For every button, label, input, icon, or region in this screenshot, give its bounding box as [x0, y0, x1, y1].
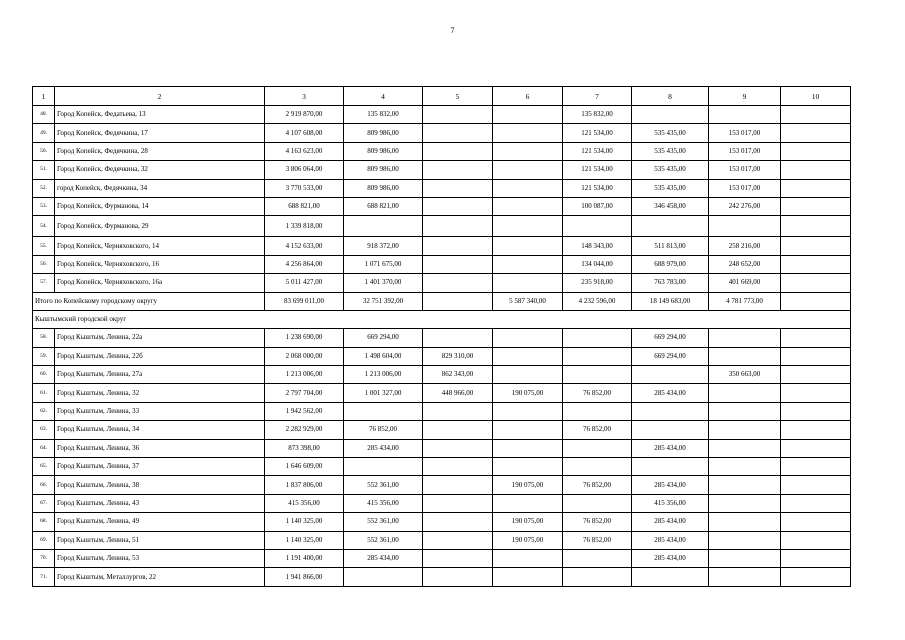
- value-cell: [423, 179, 493, 197]
- value-cell: [493, 458, 563, 476]
- value-cell: 285 434,00: [632, 549, 709, 567]
- address-cell: Город Кыштым, Ленина, 49: [55, 513, 265, 531]
- row-number: 71.: [33, 568, 55, 586]
- value-cell: [493, 237, 563, 255]
- value-cell: 688 979,00: [632, 255, 709, 273]
- value-cell: [423, 421, 493, 439]
- value-cell: 190 075,00: [493, 384, 563, 402]
- row-number: 52.: [33, 179, 55, 197]
- data-table: [32, 86, 851, 587]
- value-cell: [709, 106, 781, 124]
- value-cell: 121 534,00: [563, 124, 632, 142]
- value-cell: [493, 329, 563, 347]
- table-row: [33, 255, 851, 273]
- header-cell: 5: [423, 87, 493, 106]
- value-cell: 135 832,00: [563, 106, 632, 124]
- total-value-cell: [781, 292, 851, 310]
- value-cell: [632, 421, 709, 439]
- value-cell: [709, 513, 781, 531]
- value-cell: [423, 237, 493, 255]
- value-cell: [493, 274, 563, 292]
- value-cell: 552 361,00: [344, 531, 423, 549]
- value-cell: [781, 366, 851, 384]
- address-cell: Город Кыштым, Ленина, 22а: [55, 329, 265, 347]
- address-cell: Город Копейск, Федячкина, 28: [55, 142, 265, 160]
- table-row: [33, 366, 851, 384]
- value-cell: [423, 142, 493, 160]
- address-cell: Город Кыштым, Ленина, 53: [55, 549, 265, 567]
- table-row: [33, 439, 851, 457]
- table-body: [33, 87, 851, 587]
- value-cell: 190 075,00: [493, 513, 563, 531]
- value-cell: [423, 106, 493, 124]
- address-cell: Город Кыштым, Ленина, 34: [55, 421, 265, 439]
- table-row: [33, 329, 851, 347]
- value-cell: [493, 197, 563, 215]
- total-value-cell: 4 781 773,00: [709, 292, 781, 310]
- value-cell: [423, 402, 493, 420]
- value-cell: 1 071 675,00: [344, 255, 423, 273]
- row-number: 49.: [33, 124, 55, 142]
- value-cell: [781, 568, 851, 586]
- value-cell: [563, 216, 632, 237]
- value-cell: [709, 384, 781, 402]
- value-cell: 285 434,00: [632, 384, 709, 402]
- table-row: [33, 458, 851, 476]
- row-number: 53.: [33, 197, 55, 215]
- value-cell: [493, 106, 563, 124]
- value-cell: 1 213 006,00: [265, 366, 344, 384]
- value-cell: [709, 347, 781, 365]
- header-cell: 3: [265, 87, 344, 106]
- value-cell: [781, 347, 851, 365]
- value-cell: [632, 458, 709, 476]
- value-cell: 153 017,00: [709, 142, 781, 160]
- value-cell: [493, 161, 563, 179]
- value-cell: [423, 216, 493, 237]
- value-cell: [423, 513, 493, 531]
- value-cell: [423, 568, 493, 586]
- value-cell: [493, 255, 563, 273]
- value-cell: [493, 347, 563, 365]
- value-cell: 242 276,00: [709, 197, 781, 215]
- value-cell: [563, 458, 632, 476]
- address-cell: Город Копейск, Фурманова, 29: [55, 216, 265, 237]
- value-cell: 669 294,00: [344, 329, 423, 347]
- value-cell: 76 852,00: [344, 421, 423, 439]
- value-cell: [344, 568, 423, 586]
- value-cell: [423, 124, 493, 142]
- value-cell: [781, 421, 851, 439]
- value-cell: [493, 124, 563, 142]
- value-cell: 688 821,00: [265, 197, 344, 215]
- value-cell: [781, 384, 851, 402]
- table-row: [33, 402, 851, 420]
- value-cell: 809 986,00: [344, 161, 423, 179]
- value-cell: [781, 106, 851, 124]
- row-number: 48.: [33, 106, 55, 124]
- value-cell: [709, 421, 781, 439]
- value-cell: 235 918,00: [563, 274, 632, 292]
- value-cell: [709, 329, 781, 347]
- value-cell: [493, 494, 563, 512]
- value-cell: [709, 402, 781, 420]
- value-cell: [563, 568, 632, 586]
- value-cell: [423, 439, 493, 457]
- value-cell: [493, 142, 563, 160]
- value-cell: [563, 439, 632, 457]
- value-cell: 76 852,00: [563, 421, 632, 439]
- value-cell: 552 361,00: [344, 513, 423, 531]
- row-number: 59.: [33, 347, 55, 365]
- value-cell: 346 458,00: [632, 197, 709, 215]
- value-cell: 415 356,00: [344, 494, 423, 512]
- address-cell: город Копейск, Федячкина, 34: [55, 179, 265, 197]
- value-cell: 1 140 325,00: [265, 531, 344, 549]
- value-cell: 3 770 533,00: [265, 179, 344, 197]
- value-cell: [709, 568, 781, 586]
- value-cell: 285 434,00: [344, 439, 423, 457]
- header-cell: 8: [632, 87, 709, 106]
- value-cell: 1 646 609,00: [265, 458, 344, 476]
- value-cell: 1 191 400,00: [265, 549, 344, 567]
- value-cell: 100 087,00: [563, 197, 632, 215]
- total-value-cell: 4 232 596,00: [563, 292, 632, 310]
- value-cell: [781, 402, 851, 420]
- value-cell: [344, 458, 423, 476]
- row-number: 64.: [33, 439, 55, 457]
- row-number: 63.: [33, 421, 55, 439]
- address-cell: Город Кыштым, Ленина, 37: [55, 458, 265, 476]
- row-number: 69.: [33, 531, 55, 549]
- value-cell: 190 075,00: [493, 531, 563, 549]
- value-cell: [632, 402, 709, 420]
- value-cell: 448 966,00: [423, 384, 493, 402]
- value-cell: [493, 549, 563, 567]
- value-cell: 1 941 866,00: [265, 568, 344, 586]
- table-row: [33, 237, 851, 255]
- address-cell: Город Копейск, Федячкина, 32: [55, 161, 265, 179]
- value-cell: 535 435,00: [632, 124, 709, 142]
- value-cell: [709, 439, 781, 457]
- value-cell: [423, 197, 493, 215]
- value-cell: [781, 179, 851, 197]
- header-cell: 7: [563, 87, 632, 106]
- value-cell: [423, 329, 493, 347]
- value-cell: [781, 161, 851, 179]
- header-cell: 2: [55, 87, 265, 106]
- value-cell: [493, 568, 563, 586]
- value-cell: 1 339 818,00: [265, 216, 344, 237]
- value-cell: [781, 458, 851, 476]
- value-cell: 535 435,00: [632, 179, 709, 197]
- table-row: [33, 494, 851, 512]
- value-cell: 552 361,00: [344, 476, 423, 494]
- address-cell: Город Кыштым, Металлургов, 22: [55, 568, 265, 586]
- value-cell: 809 986,00: [344, 124, 423, 142]
- address-cell: Город Кыштым, Ленина, 33: [55, 402, 265, 420]
- total-value-cell: 5 587 340,00: [493, 292, 563, 310]
- value-cell: 76 852,00: [563, 513, 632, 531]
- row-number: 70.: [33, 549, 55, 567]
- value-cell: [563, 402, 632, 420]
- value-cell: 1 213 006,00: [344, 366, 423, 384]
- value-cell: 285 434,00: [632, 439, 709, 457]
- value-cell: 535 435,00: [632, 142, 709, 160]
- table-row: [33, 568, 851, 586]
- value-cell: [781, 255, 851, 273]
- page-number: 7: [450, 26, 455, 35]
- value-cell: 135 832,00: [344, 106, 423, 124]
- value-cell: 4 152 633,00: [265, 237, 344, 255]
- value-cell: [781, 439, 851, 457]
- value-cell: 2 068 000,00: [265, 347, 344, 365]
- value-cell: 1 498 604,00: [344, 347, 423, 365]
- table-row: [33, 124, 851, 142]
- value-cell: 134 044,00: [563, 255, 632, 273]
- row-number: 56.: [33, 255, 55, 273]
- value-cell: 688 821,00: [344, 197, 423, 215]
- value-cell: [632, 366, 709, 384]
- value-cell: 415 356,00: [632, 494, 709, 512]
- address-cell: Город Кыштым, Ленина, 38: [55, 476, 265, 494]
- table-row: [33, 216, 851, 237]
- value-cell: 763 783,00: [632, 274, 709, 292]
- value-cell: 190 075,00: [493, 476, 563, 494]
- table-row: [33, 179, 851, 197]
- value-cell: 350 663,00: [709, 366, 781, 384]
- value-cell: [781, 531, 851, 549]
- value-cell: [709, 216, 781, 237]
- value-cell: [709, 458, 781, 476]
- row-number: 55.: [33, 237, 55, 255]
- value-cell: 1 942 562,00: [265, 402, 344, 420]
- value-cell: [632, 568, 709, 586]
- value-cell: 4 256 864,00: [265, 255, 344, 273]
- value-cell: [344, 402, 423, 420]
- value-cell: [781, 513, 851, 531]
- row-number: 66.: [33, 476, 55, 494]
- value-cell: [781, 476, 851, 494]
- value-cell: 153 017,00: [709, 179, 781, 197]
- value-cell: [781, 124, 851, 142]
- total-value-cell: [423, 292, 493, 310]
- value-cell: 5 011 427,00: [265, 274, 344, 292]
- value-cell: [563, 494, 632, 512]
- value-cell: 1 401 370,00: [344, 274, 423, 292]
- table-row: [33, 421, 851, 439]
- address-cell: Город Копейск, Федатьева, 13: [55, 106, 265, 124]
- value-cell: 2 919 870,00: [265, 106, 344, 124]
- value-cell: 76 852,00: [563, 531, 632, 549]
- value-cell: [344, 216, 423, 237]
- value-cell: 669 294,00: [632, 329, 709, 347]
- address-cell: Город Кыштым, Ленина, 36: [55, 439, 265, 457]
- address-cell: Город Копейск, Черняховского, 16: [55, 255, 265, 273]
- value-cell: 285 434,00: [632, 476, 709, 494]
- value-cell: [781, 329, 851, 347]
- value-cell: 401 669,00: [709, 274, 781, 292]
- value-cell: [781, 197, 851, 215]
- header-cell: 10: [781, 87, 851, 106]
- header-cell: 4: [344, 87, 423, 106]
- value-cell: [493, 366, 563, 384]
- value-cell: 285 434,00: [632, 531, 709, 549]
- value-cell: [423, 255, 493, 273]
- value-cell: 121 534,00: [563, 142, 632, 160]
- header-row: [33, 87, 851, 106]
- value-cell: 285 434,00: [632, 513, 709, 531]
- table-row: [33, 476, 851, 494]
- total-label: Итого по Копейскому городскому округу: [33, 292, 265, 310]
- value-cell: [493, 402, 563, 420]
- table-row: [33, 384, 851, 402]
- table-row: [33, 531, 851, 549]
- address-cell: Город Копейск, Фурманова, 14: [55, 197, 265, 215]
- value-cell: 76 852,00: [563, 476, 632, 494]
- value-cell: 2 282 929,00: [265, 421, 344, 439]
- value-cell: [709, 494, 781, 512]
- value-cell: 511 813,00: [632, 237, 709, 255]
- value-cell: 862 343,00: [423, 366, 493, 384]
- value-cell: [493, 439, 563, 457]
- value-cell: [632, 106, 709, 124]
- total-value-cell: 32 751 392,00: [344, 292, 423, 310]
- table-row: [33, 142, 851, 160]
- value-cell: 1 140 325,00: [265, 513, 344, 531]
- value-cell: [423, 549, 493, 567]
- value-cell: [632, 216, 709, 237]
- value-cell: [563, 347, 632, 365]
- value-cell: 3 806 064,00: [265, 161, 344, 179]
- table-row: [33, 549, 851, 567]
- value-cell: [423, 476, 493, 494]
- value-cell: [781, 237, 851, 255]
- row-number: 57.: [33, 274, 55, 292]
- value-cell: 669 294,00: [632, 347, 709, 365]
- table-row: [33, 513, 851, 531]
- value-cell: [781, 216, 851, 237]
- address-cell: Город Кыштым, Ленина, 43: [55, 494, 265, 512]
- value-cell: [423, 274, 493, 292]
- value-cell: 76 852,00: [563, 384, 632, 402]
- row-number: 50.: [33, 142, 55, 160]
- table-row: [33, 106, 851, 124]
- value-cell: [563, 329, 632, 347]
- total-value-cell: 83 699 011,00: [265, 292, 344, 310]
- value-cell: 873 398,00: [265, 439, 344, 457]
- section-row: [33, 310, 851, 328]
- address-cell: Город Копейск, Федячкина, 17: [55, 124, 265, 142]
- value-cell: 1 837 806,00: [265, 476, 344, 494]
- value-cell: [781, 274, 851, 292]
- value-cell: [781, 549, 851, 567]
- value-cell: [423, 494, 493, 512]
- row-number: 67.: [33, 494, 55, 512]
- value-cell: 829 310,00: [423, 347, 493, 365]
- value-cell: 121 534,00: [563, 179, 632, 197]
- total-row: [33, 292, 851, 310]
- value-cell: 153 017,00: [709, 161, 781, 179]
- value-cell: 1 001 327,00: [344, 384, 423, 402]
- address-cell: Город Копейск, Черняховского, 16а: [55, 274, 265, 292]
- value-cell: 809 986,00: [344, 179, 423, 197]
- table-row: [33, 274, 851, 292]
- value-cell: [781, 494, 851, 512]
- value-cell: [563, 366, 632, 384]
- value-cell: 248 652,00: [709, 255, 781, 273]
- address-cell: Город Кыштым, Ленина, 32: [55, 384, 265, 402]
- row-number: 54.: [33, 216, 55, 237]
- value-cell: 918 372,00: [344, 237, 423, 255]
- address-cell: Город Кыштым, Ленина, 22б: [55, 347, 265, 365]
- value-cell: 285 434,00: [344, 549, 423, 567]
- value-cell: 121 534,00: [563, 161, 632, 179]
- value-cell: [493, 216, 563, 237]
- value-cell: 1 238 690,00: [265, 329, 344, 347]
- value-cell: 2 797 704,00: [265, 384, 344, 402]
- value-cell: [709, 531, 781, 549]
- total-value-cell: 18 149 683,00: [632, 292, 709, 310]
- row-number: 51.: [33, 161, 55, 179]
- value-cell: 148 343,00: [563, 237, 632, 255]
- value-cell: 4 163 623,00: [265, 142, 344, 160]
- value-cell: [493, 179, 563, 197]
- value-cell: 809 986,00: [344, 142, 423, 160]
- value-cell: 153 017,00: [709, 124, 781, 142]
- address-cell: Город Копейск, Черняховского, 14: [55, 237, 265, 255]
- value-cell: [563, 549, 632, 567]
- row-number: 68.: [33, 513, 55, 531]
- value-cell: [781, 142, 851, 160]
- table-row: [33, 161, 851, 179]
- table-row: [33, 197, 851, 215]
- table-row: [33, 347, 851, 365]
- value-cell: [423, 161, 493, 179]
- value-cell: 535 435,00: [632, 161, 709, 179]
- address-cell: Город Кыштым, Ленина, 27а: [55, 366, 265, 384]
- row-number: 60.: [33, 366, 55, 384]
- value-cell: [709, 549, 781, 567]
- value-cell: [709, 476, 781, 494]
- value-cell: 415 356,00: [265, 494, 344, 512]
- row-number: 61.: [33, 384, 55, 402]
- address-cell: Город Кыштым, Ленина, 51: [55, 531, 265, 549]
- value-cell: [493, 421, 563, 439]
- value-cell: 4 107 608,00: [265, 124, 344, 142]
- row-number: 62.: [33, 402, 55, 420]
- row-number: 58.: [33, 329, 55, 347]
- value-cell: [423, 531, 493, 549]
- header-cell: 6: [493, 87, 563, 106]
- row-number: 65.: [33, 458, 55, 476]
- header-cell: 9: [709, 87, 781, 106]
- value-cell: [423, 458, 493, 476]
- value-cell: 258 216,00: [709, 237, 781, 255]
- section-title: Кыштымский городской округ: [33, 310, 851, 328]
- header-cell: 1: [33, 87, 55, 106]
